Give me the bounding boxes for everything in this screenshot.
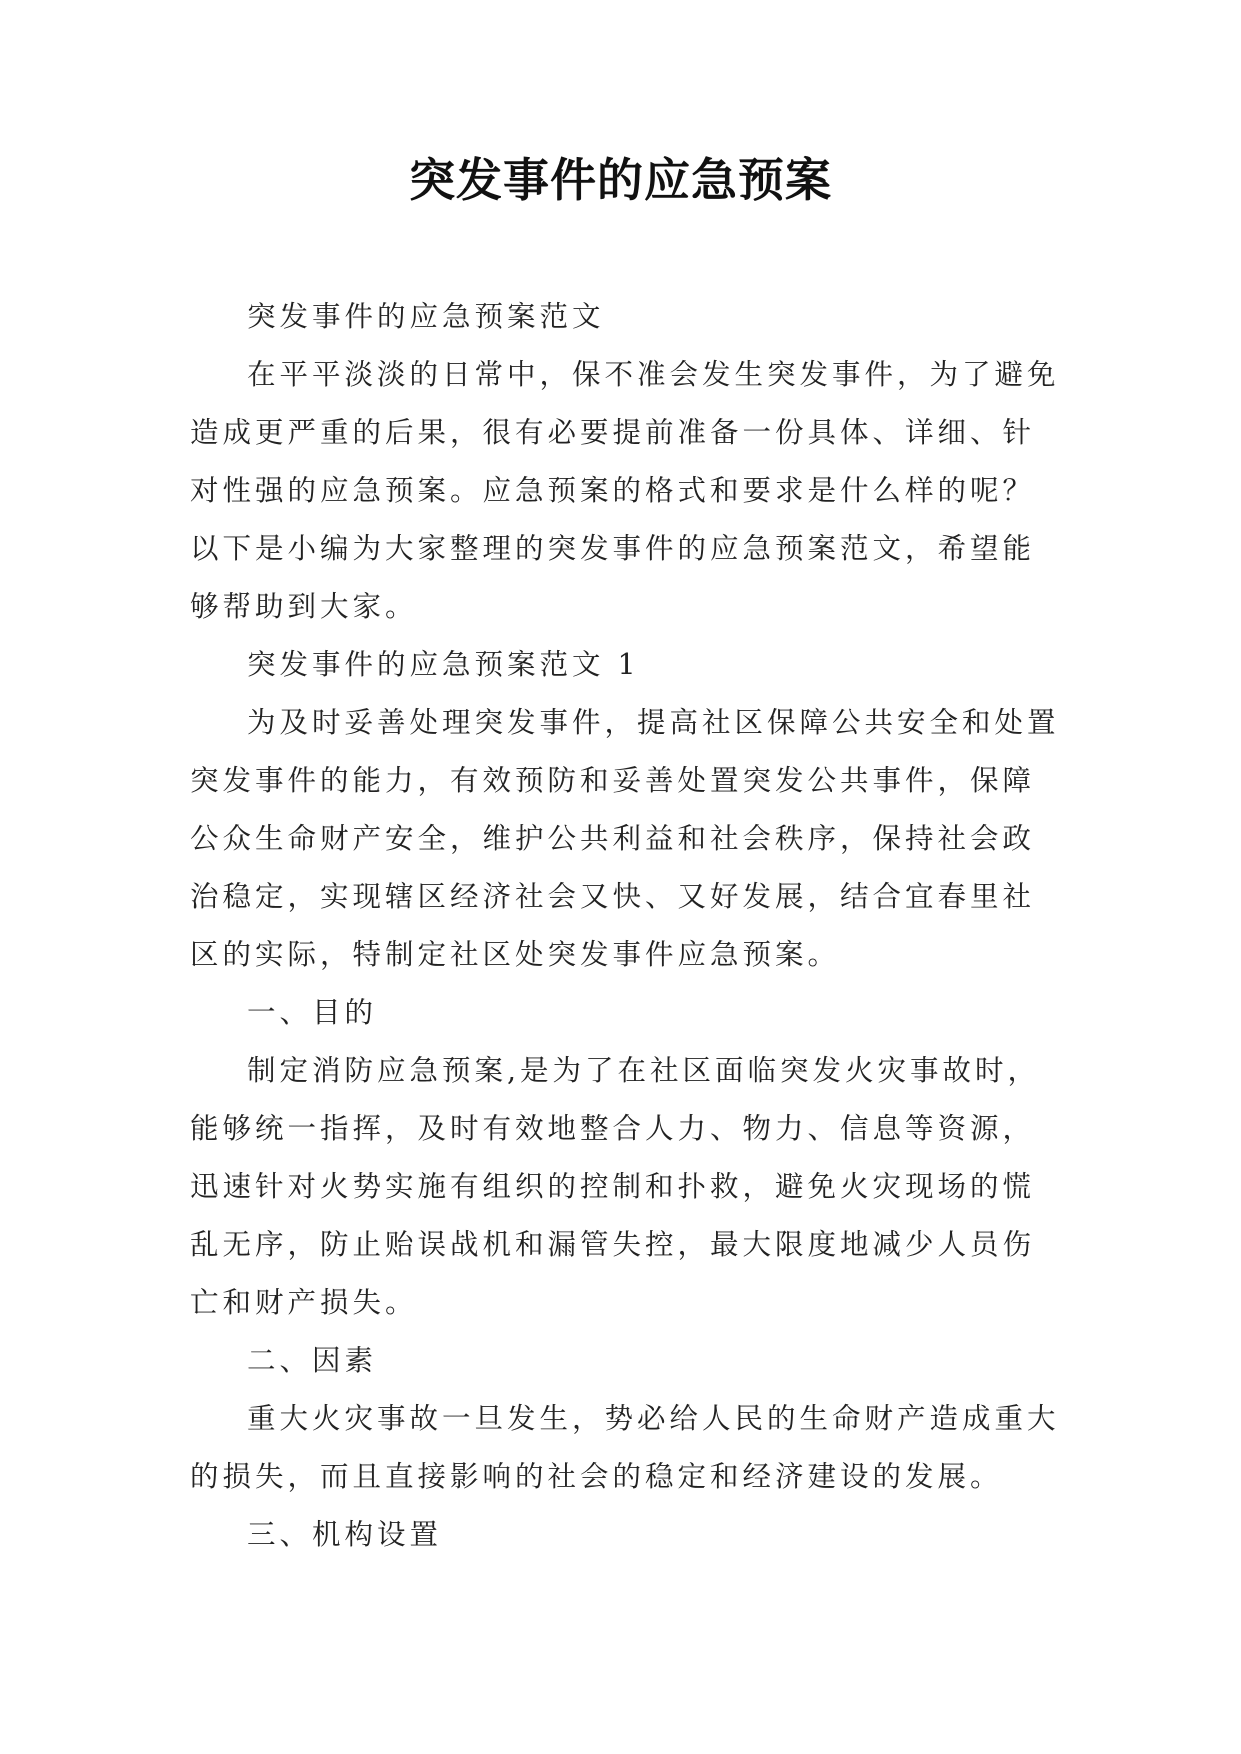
paragraph-subtitle: 突发事件的应急预案范文 xyxy=(247,300,605,333)
paragraph-purpose: 制定消防应急预案,是为了在社区面临突发火灾事故时，能够统一指挥，及时有效地整合人力、物力、信息等资源，迅速针对火势实施有组织的控制和扑救，避免火灾现场的慌乱无序，防止贻误战机和漏管失控，最大限度地减少人员伤亡和财产损失。 xyxy=(190,1054,1041,1319)
heading-organization: 三、机构设置 xyxy=(247,1518,443,1551)
heading-purpose: 一、目的 xyxy=(247,996,378,1029)
document-body xyxy=(190,288,1060,1564)
paragraph-factors: 重大火灾事故一旦发生，势必给人民的生命财产造成重大的损失，而且直接影响的社会的稳定和经济建设的发展。 xyxy=(190,1402,1060,1493)
document-title: 突发事件的应急预案 xyxy=(409,153,832,207)
paragraph-purpose-intro: 为及时妥善处理突发事件，提高社区保障公共安全和处置突发事件的能力，有效预防和妥善处置突发公共事件，保障公众生命财产安全，维护公共利益和社会秩序，保持社会政治稳定，实现辖区经济社会又快、又好发展，结合宜春里社区的实际，特制定社区处突发事件应急预案。 xyxy=(190,706,1060,971)
heading-factors: 二、因素 xyxy=(247,1344,378,1377)
paragraph-intro: 在平平淡淡的日常中，保不准会发生突发事件，为了避免造成更严重的后果，很有必要提前准备一份具体、详细、针对性强的应急预案。应急预案的格式和要求是什么样的呢？以下是小编为大家整理的突发事件的应急预案范文，希望能够帮助到大家。 xyxy=(190,358,1060,623)
paragraph-section-heading: 突发事件的应急预案范文 1 xyxy=(247,648,640,681)
